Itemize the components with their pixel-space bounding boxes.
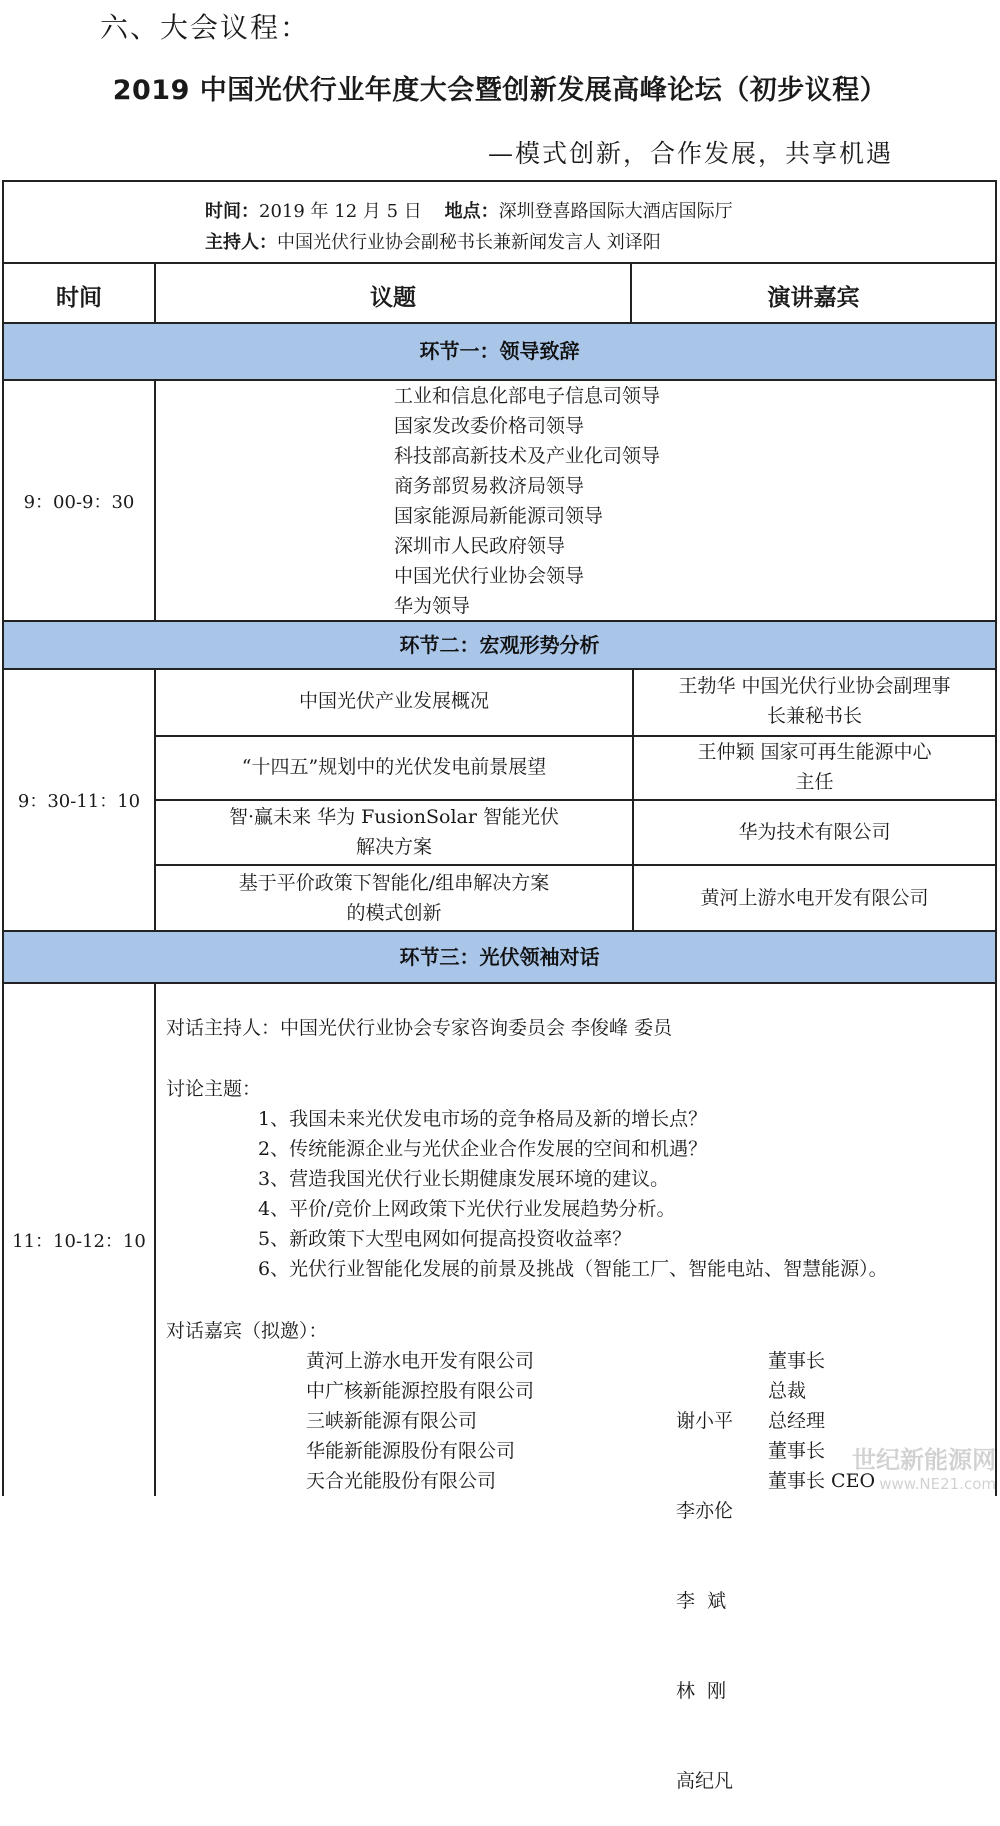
list-item: 4、平价/竞价上网政策下光伏行业发展趋势分析。 [258,1198,676,1220]
time-label: 时间： [205,201,259,222]
session-1-time: 9：00-9：30 [23,492,135,513]
table-divider [154,982,156,1496]
topic-line: 基于平价政策下智能化/组串解决方案 [238,872,550,894]
guest-person: 林 刚 [676,1680,727,1702]
list-item: 国家发改委价格司领导 [394,415,585,437]
column-header-topic: 议题 [370,285,416,311]
guest-role: 董事长 CEO [768,1470,876,1492]
list-item: 深圳市人民政府领导 [394,535,566,557]
guest-company: 华能新能源股份有限公司 [306,1440,516,1462]
meeting-time-place [205,197,733,223]
table-divider [155,864,997,866]
guest-persons [676,1346,733,1826]
discussion-topics-list [258,1104,888,1284]
session-1-header: 环节一：领导致辞 [4,324,995,379]
guest-person: 谢小平 [676,1410,734,1432]
meeting-host [205,228,661,254]
table-divider [2,262,997,264]
document-title: 2019 中国光伏行业年度大会暨创新发展高峰论坛（初步议程） [112,75,888,106]
time-value: 2019 年 12 月 5 日 [259,201,422,222]
guest-role: 总经理 [768,1410,826,1432]
session-2-header: 环节二：宏观形势分析 [4,622,995,668]
watermark-url: www.NE21.com [879,1475,996,1493]
guest-role: 董事长 [768,1440,826,1462]
host-value: 中国光伏行业协会副秘书长兼新闻发言人 刘译阳 [277,232,661,253]
guest-person: 李亦伦 [676,1500,734,1522]
table-divider [154,379,156,620]
section-heading: 六、大会议程： [100,11,311,44]
guest-company: 中广核新能源控股有限公司 [306,1380,535,1402]
speaker-line: 王仲颖 国家可再生能源中心 [697,741,932,763]
list-item: 工业和信息化部电子信息司领导 [394,385,661,407]
table-divider [2,982,997,984]
topic-line: 中国光伏产业发展概况 [298,690,489,712]
column-header-speaker: 演讲嘉宾 [767,285,860,311]
topic-line: 智·赢未来 华为 FusionSolar 智能光伏 [228,806,560,828]
column-header-time: 时间 [56,285,102,311]
guest-company: 三峡新能源有限公司 [306,1410,478,1432]
speaker-line: 黄河上游水电开发有限公司 [700,887,929,909]
list-item: 中国光伏行业协会领导 [394,565,585,587]
speaker-line: 主任 [795,771,834,793]
speaker-line: 王勃华 中国光伏行业协会副理事 [678,675,951,697]
session-2-speaker-4 [634,883,995,913]
list-item: 1、我国未来光伏发电市场的竞争格局及新的增长点？ [258,1108,708,1130]
session-3-header: 环节三：光伏领袖对话 [4,932,995,982]
session-2-speaker-2 [634,737,995,797]
session-2-topic-3 [156,802,632,862]
place-label: 地点： [444,201,499,222]
dialogue-moderator: 对话主持人：中国光伏行业协会专家咨询委员会 李俊峰 委员 [166,1017,673,1039]
guest-role: 董事长 [768,1350,826,1372]
session-2-speaker-1 [634,671,995,731]
list-item: 科技部高新技术及产业化司领导 [394,445,661,467]
topic-line: 解决方案 [355,836,432,858]
guest-role: 总裁 [768,1380,807,1402]
table-divider [2,668,997,670]
session-2-topic-2 [156,752,632,782]
speaker-line: 华为技术有限公司 [738,821,891,843]
session-2-topic-1 [156,686,632,716]
host-label: 主持人： [205,232,277,253]
session-2-speaker-3 [634,817,995,847]
document-subtitle: —模式创新，合作发展，共享机遇 [488,139,894,168]
discussion-topics-label: 讨论主题： [166,1078,262,1100]
session-3-time: 11：10-12：10 [12,1231,146,1252]
speaker-line: 长兼秘书长 [766,705,862,727]
guest-company: 黄河上游水电开发有限公司 [306,1350,535,1372]
guest-person: 高纪凡 [676,1770,734,1792]
session-2-topic-4 [156,868,632,928]
topic-line: “十四五”规划中的光伏发电前景展望 [241,756,547,778]
guest-company: 天合光能股份有限公司 [306,1470,497,1492]
watermark-text: 世纪新能源网 [852,1446,996,1474]
list-item: 3、营造我国光伏行业长期健康发展环境的建议。 [258,1168,670,1190]
list-item: 6、光伏行业智能化发展的前景及挑战（智能工厂、智能电站、智慧能源）。 [258,1258,888,1280]
list-item: 国家能源局新能源司领导 [394,505,604,527]
place-value: 深圳登喜路国际大酒店国际厅 [498,201,733,222]
session-1-speaker-list [394,381,660,621]
list-item: 华为领导 [394,595,471,617]
table-divider [155,799,997,801]
list-item: 2、传统能源企业与光伏企业合作发展的空间和机遇？ [258,1138,708,1160]
guest-person: 李 斌 [676,1590,727,1612]
list-item: 商务部贸易救济局领导 [394,475,585,497]
dialogue-guests-label: 对话嘉宾（拟邀）： [166,1320,328,1342]
session-2-time: 9：30-11：10 [17,791,141,812]
list-item: 5、新政策下大型电网如何提高投资收益率？ [258,1228,632,1250]
topic-line: 的模式创新 [346,902,442,924]
guest-companies [306,1346,534,1496]
watermark [836,1440,996,1493]
